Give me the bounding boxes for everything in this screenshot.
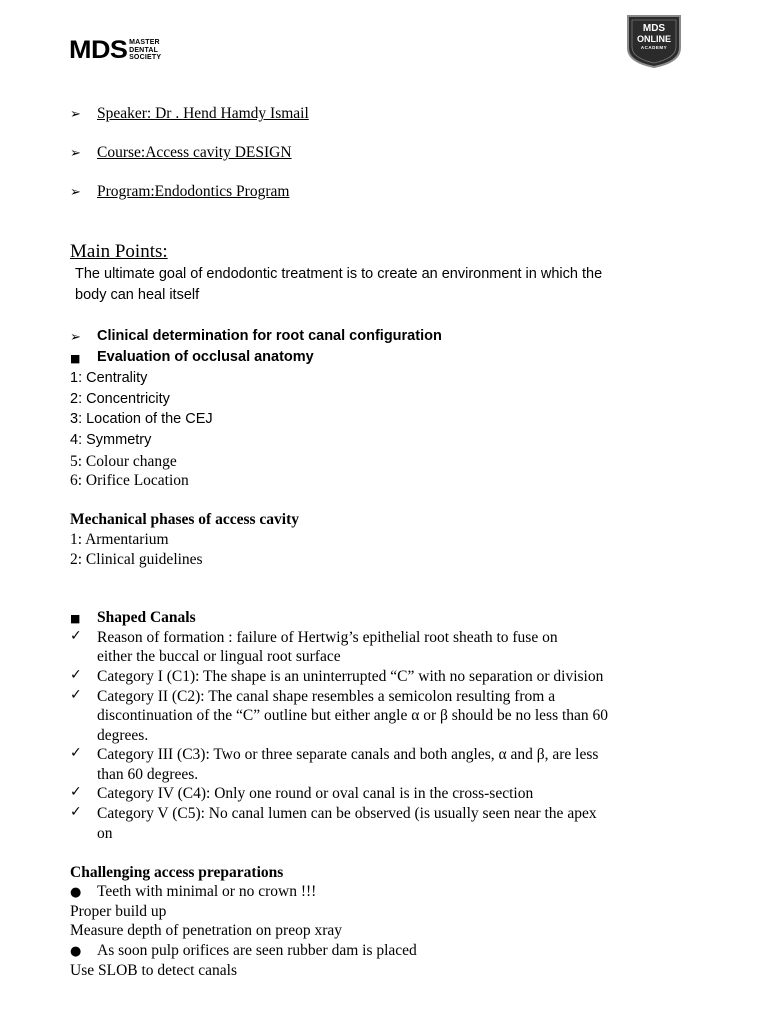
check-bullet-icon: ✓	[70, 745, 82, 761]
list-item: 5: Colour change	[70, 453, 177, 470]
program-text: Program:Endodontics Program	[97, 183, 290, 200]
intro-line: body can heal itself	[75, 287, 200, 303]
shaped-line: Category III (C3): Two or three separate canals and both angles, α and β, are less	[97, 746, 599, 763]
round-bullet-icon: ●	[70, 885, 82, 900]
arrow-bullet-icon: ➢	[70, 330, 81, 345]
clinical-text: Clinical determination for root canal configuration	[97, 328, 442, 344]
challenging-line: Proper build up	[70, 903, 167, 920]
list-item: 1: Armentarium	[70, 531, 169, 548]
speaker-text: Speaker: Dr . Hend Hamdy Ismail	[97, 105, 309, 122]
shaped-heading-line	[70, 609, 196, 627]
intro-line: The ultimate goal of endodontic treatment is to create an environment in which the	[75, 266, 603, 282]
list-item: 3: Location of the CEJ	[70, 411, 213, 427]
shaped-heading: Shaped Canals	[97, 609, 196, 626]
logo-wordmark: MDS	[69, 36, 128, 64]
shaped-line: discontinuation of the “C” outline but either angle α or β should be no less than 60	[97, 707, 609, 724]
logo-sub-line: SOCIETY	[129, 54, 162, 62]
badge-line: ONLINE	[636, 34, 671, 44]
program-line	[70, 183, 290, 201]
list-item: 1: Centrality	[70, 370, 148, 386]
mds-logo	[69, 38, 161, 63]
badge-line: ACADEMY	[640, 45, 668, 50]
shaped-line: on	[97, 825, 113, 842]
challenging-bullet-line	[70, 942, 417, 960]
challenging-heading: Challenging access preparations	[70, 864, 284, 881]
occlusal-text: Evaluation of occlusal anatomy	[97, 349, 314, 365]
challenging-bullet-line	[70, 883, 317, 901]
list-item: 4: Symmetry	[70, 432, 152, 448]
course-text: Course:Access cavity DESIGN	[97, 144, 292, 161]
shaped-line: Category IV (C4): Only one round or oval canal is in the cross-section	[97, 785, 534, 802]
list-item: 2: Concentricity	[70, 391, 170, 407]
round-bullet-icon: ●	[70, 944, 82, 959]
shaped-line: Category II (C2): The canal shape resembles a semicolon resulting from a	[97, 688, 556, 705]
shaped-line: than 60 degrees.	[97, 766, 199, 783]
badge-line: MDS	[642, 23, 666, 34]
shaped-line: either the buccal or lingual root surface	[97, 648, 341, 665]
shaped-line: Reason of formation : failure of Hertwig’s epithelial root sheath to fuse on	[97, 629, 558, 646]
arrow-bullet-icon: ➢	[70, 107, 81, 122]
challenging-line: Use SLOB to detect canals	[70, 962, 238, 979]
check-bullet-icon: ✓	[70, 687, 82, 703]
list-item: 6: Orifice Location	[70, 472, 189, 489]
clinical-line	[70, 328, 442, 346]
challenging-bullet: As soon pulp orifices are seen rubber dam is placed	[97, 942, 417, 959]
check-bullet-icon: ✓	[70, 667, 82, 683]
shaped-line: Category I (C1): The shape is an uninterrupted “C” with no separation or division	[97, 668, 604, 685]
check-bullet-icon: ✓	[70, 804, 82, 820]
mds-academy-badge	[626, 14, 682, 68]
shaped-line: degrees.	[97, 727, 149, 744]
logo-sub-line: DENTAL	[129, 46, 159, 54]
main-points-heading: Main Points:	[70, 241, 168, 262]
list-item: 2: Clinical guidelines	[70, 551, 203, 568]
speaker-line	[70, 105, 309, 123]
challenging-line: Measure depth of penetration on preop xray	[70, 922, 343, 939]
square-bullet-icon: ■	[70, 352, 81, 365]
check-bullet-icon: ✓	[70, 628, 82, 644]
logo-subtitle	[129, 39, 161, 62]
mechanical-heading: Mechanical phases of access cavity	[70, 511, 300, 528]
logo-sub-line: MASTER	[129, 39, 160, 47]
arrow-bullet-icon: ➢	[70, 146, 81, 161]
occlusal-line	[70, 349, 314, 367]
challenging-bullet: Teeth with minimal or no crown !!!	[97, 883, 317, 900]
square-bullet-icon: ■	[70, 612, 81, 625]
check-bullet-icon: ✓	[70, 784, 82, 800]
course-line	[70, 144, 292, 162]
arrow-bullet-icon: ➢	[70, 185, 81, 200]
shaped-line: Category V (C5): No canal lumen can be observed (is usually seen near the apex	[97, 805, 597, 822]
